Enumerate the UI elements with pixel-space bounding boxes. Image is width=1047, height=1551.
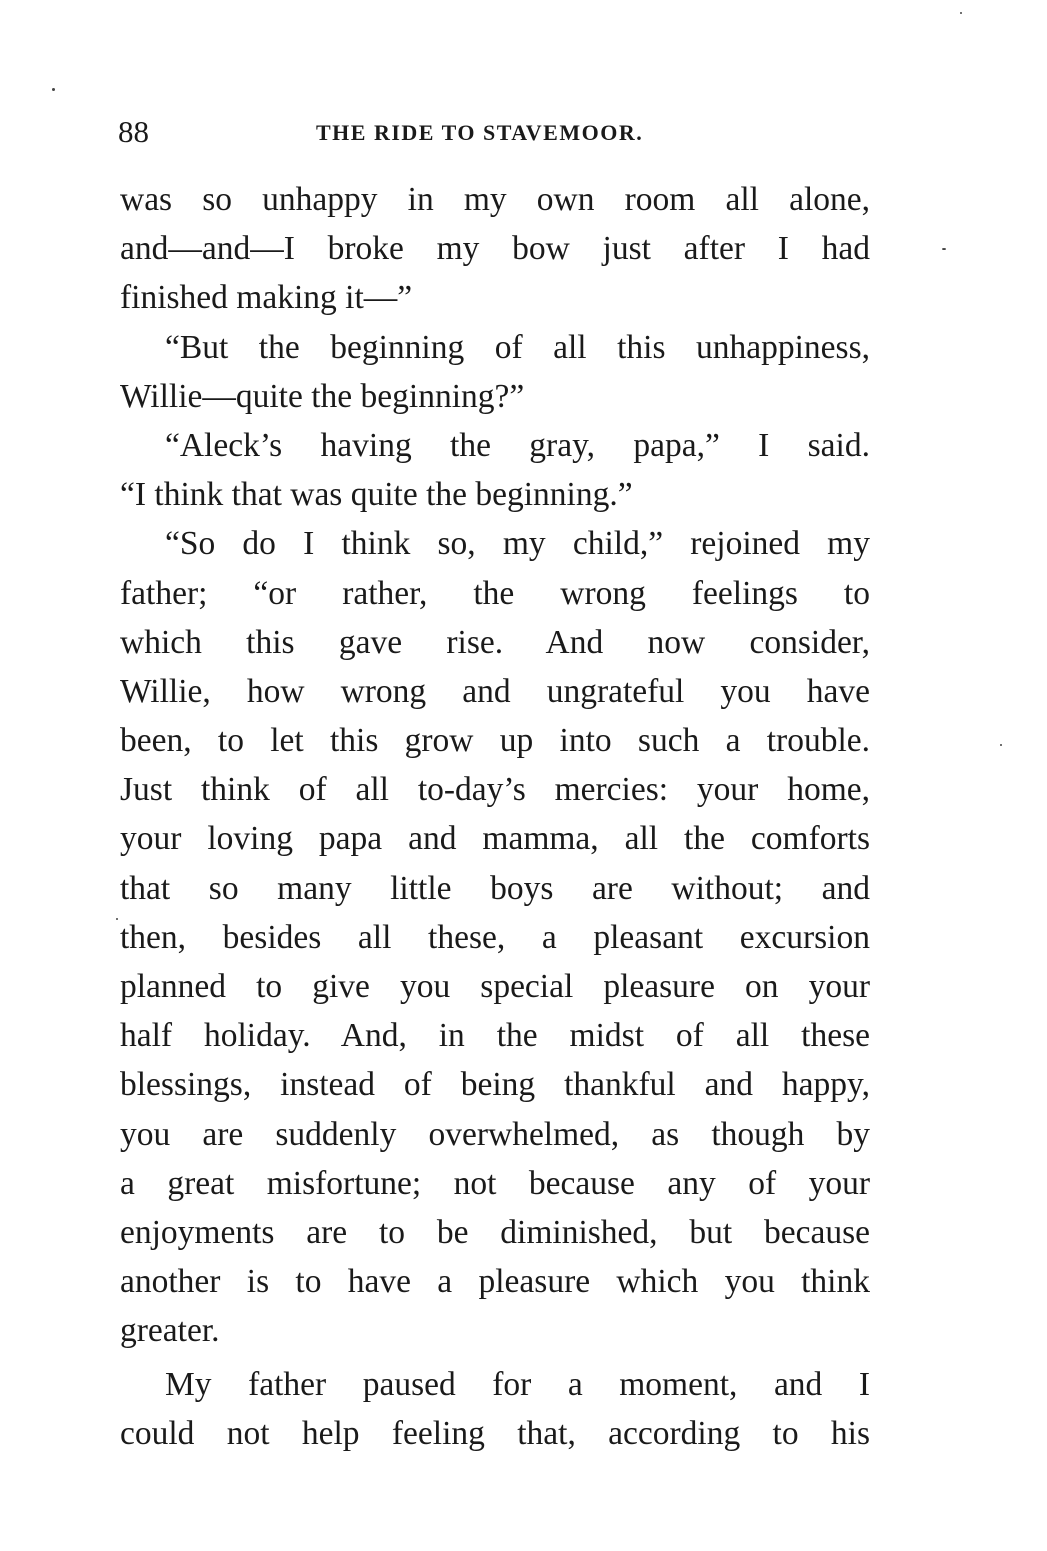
scan-speck	[942, 248, 946, 250]
text-line: greater.	[120, 1312, 220, 1350]
text-line: Just think of all to-day’s mercies: your home,	[120, 771, 870, 809]
text-line: enjoyments are to be diminished, but because	[120, 1213, 870, 1251]
text-line: “I think that was quite the beginning.”	[120, 476, 633, 514]
text-line: half holiday. And, in the midst of all these	[120, 1017, 870, 1055]
page-header	[118, 112, 870, 152]
text-line: blessings, instead of being thankful and happy,	[120, 1066, 870, 1104]
scan-speck	[116, 918, 118, 920]
text-line: was so unhappy in my own room all alone,	[120, 181, 870, 218]
text-line: Willie—quite the beginning?”	[120, 377, 525, 415]
scan-speck	[1000, 744, 1002, 746]
text-line: could not help feeling that, according to his	[120, 1414, 870, 1452]
body-text	[120, 175, 870, 1458]
text-line: finished making it—”	[120, 279, 413, 317]
text-line: “But the beginning of all this unhappiness,	[165, 328, 870, 366]
text-line: another is to have a pleasure which you think	[120, 1263, 870, 1301]
text-line: your loving papa and mamma, all the comforts	[120, 820, 870, 858]
text-line: Willie, how wrong and ungrateful you have	[120, 672, 870, 710]
text-line: a great misfortune; not because any of your	[120, 1164, 870, 1202]
text-line: that so many little boys are without; and	[120, 869, 870, 907]
text-line: planned to give you special pleasure on your	[120, 968, 870, 1005]
text-line: been, to let this grow up into such a trouble.	[120, 722, 870, 760]
scan-speck	[52, 88, 55, 91]
running-title: THE RIDE TO STAVEMOOR.	[316, 120, 644, 145]
text-line: My father paused for a moment, and I	[165, 1365, 870, 1403]
page-number: 88	[118, 114, 149, 149]
text-line: and—and—I broke my bow just after I had	[120, 230, 870, 268]
text-line: “Aleck’s having the gray, papa,” I said.	[165, 426, 870, 464]
scan-speck	[960, 12, 962, 14]
text-line: then, besides all these, a pleasant excursion	[120, 918, 870, 956]
text-line: which this gave rise. And now consider,	[120, 623, 870, 661]
text-line: “So do I think so, my child,” rejoined my	[165, 525, 870, 563]
text-line: you are suddenly overwhelmed, as though by	[120, 1115, 870, 1153]
text-line: father; “or rather, the wrong feelings to	[120, 574, 870, 612]
